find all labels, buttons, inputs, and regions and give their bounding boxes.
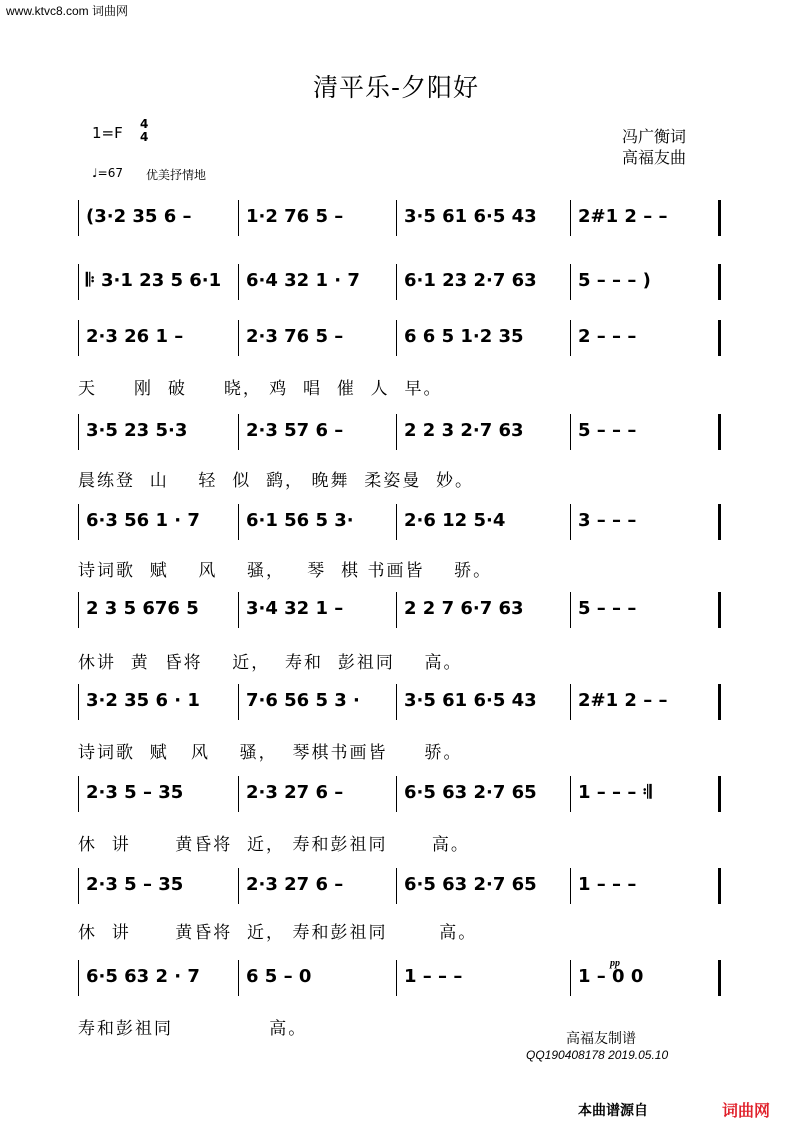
source-label: 本曲谱源自 <box>578 1103 648 1119</box>
measure: 1 – – – 𝄇 <box>578 782 652 803</box>
bar-line <box>570 868 571 904</box>
bar-line <box>78 320 79 356</box>
bar-line <box>78 868 79 904</box>
bar-line <box>570 684 571 720</box>
bar-line <box>570 504 571 540</box>
bar-line <box>78 776 79 812</box>
measure: 2·3 27 6 – <box>246 782 344 803</box>
measure: 3·4 32 1 – <box>246 598 344 619</box>
measure: 5 – – – ) <box>578 270 651 291</box>
measure: 7·6 56 5 3 · <box>246 690 360 711</box>
bar-line <box>238 592 239 628</box>
measure: 1·2 76 5 – <box>246 206 344 227</box>
transcriber: 高福友制谱 <box>566 1031 636 1047</box>
bar-line <box>718 504 721 540</box>
bar-line <box>570 776 571 812</box>
score-system <box>78 502 730 542</box>
bar-line <box>238 776 239 812</box>
bar-line <box>78 960 79 996</box>
measure: 1 – – – <box>404 966 463 987</box>
measure: 2·3 5 – 35 <box>86 874 184 895</box>
measure-group <box>78 318 730 358</box>
measure: (3·2 35 6 – <box>86 206 192 227</box>
key-signature: 1=F <box>92 124 123 142</box>
bar-line <box>396 200 397 236</box>
site-logo: 词曲网 <box>722 1101 771 1120</box>
bar-line <box>570 960 571 996</box>
measure: 3·5 61 6·5 43 <box>404 690 537 711</box>
bar-line <box>238 684 239 720</box>
bar-line <box>396 264 397 300</box>
measure: 2 2 7 6·7 63 <box>404 598 524 619</box>
lyric-line: 寿和彭祖同 高。 <box>78 1019 308 1039</box>
time-signature <box>140 118 148 144</box>
measure: 5 – – – <box>578 420 637 441</box>
composer: 高福友曲 <box>622 148 687 167</box>
measure: 2 – – – <box>578 326 637 347</box>
measure-group <box>78 866 730 906</box>
bar-line <box>718 414 721 450</box>
measure-group <box>78 412 730 452</box>
measure: 3·5 23 5·3 <box>86 420 188 441</box>
time-signature-bottom: 4 <box>140 130 149 144</box>
score-system <box>78 866 730 906</box>
bar-line <box>718 684 721 720</box>
measure: 2·3 57 6 – <box>246 420 344 441</box>
bar-line <box>78 504 79 540</box>
lyric-line: 休 讲 黄昏将 近， 寿和彭祖同 高。 <box>78 923 478 943</box>
measure: 6·1 23 2·7 63 <box>404 270 537 291</box>
bar-line <box>570 200 571 236</box>
score-system <box>78 774 730 814</box>
measure: 6 5 – 0 <box>246 966 312 987</box>
lyric-line: 休讲 黄 昏将 近， 寿和 彭祖同 高。 <box>78 653 463 673</box>
measure: 𝄆 3·1 23 5 6·1 <box>86 270 222 291</box>
lyricist: 冯广衡词 <box>622 127 687 146</box>
lyric-line: 诗词歌 赋 风 骚， 琴 棋 书画皆 骄。 <box>78 561 493 581</box>
bar-line <box>396 776 397 812</box>
bar-line <box>238 200 239 236</box>
score-system <box>78 958 730 998</box>
score-system <box>78 590 730 630</box>
measure-group <box>78 198 730 238</box>
measure: 6 6 5 1·2 35 <box>404 326 524 347</box>
measure-group <box>78 958 730 998</box>
site-watermark: www.ktvc8.com 词曲网 <box>6 4 129 18</box>
measure: 1 – – – <box>578 874 637 895</box>
bar-line <box>396 592 397 628</box>
score-system <box>78 262 730 302</box>
measure: 3·2 35 6 · 1 <box>86 690 200 711</box>
measure: 2 3 5 676 5 <box>86 598 199 619</box>
lyric-line: 休 讲 黄昏将 近， 寿和彭祖同 高。 <box>78 835 470 855</box>
measure-group <box>78 502 730 542</box>
score-system <box>78 682 730 722</box>
lyric-line: 天 刚 破 晓， 鸡 唱 催 人 早。 <box>78 379 443 399</box>
score-system <box>78 198 730 238</box>
bar-line <box>718 776 721 812</box>
date-stamp: QQ190408178 2019.05.10 <box>526 1048 669 1062</box>
measure: 2·3 26 1 – <box>86 326 184 347</box>
bar-line <box>718 868 721 904</box>
bar-line <box>238 960 239 996</box>
measure-group <box>78 590 730 630</box>
bar-line <box>396 504 397 540</box>
bar-line <box>78 684 79 720</box>
bar-line <box>718 592 721 628</box>
measure-group <box>78 774 730 814</box>
bar-line <box>396 960 397 996</box>
bar-line <box>570 320 571 356</box>
measure: 6·4 32 1 · 7 <box>246 270 360 291</box>
bar-line <box>570 592 571 628</box>
measure: 6·5 63 2·7 65 <box>404 874 537 895</box>
bar-line <box>570 264 571 300</box>
measure: 1 – 0 0 <box>578 966 644 987</box>
bar-line <box>78 592 79 628</box>
bar-line <box>570 414 571 450</box>
measure: 6·5 63 2 · 7 <box>86 966 200 987</box>
measure: 2·3 5 – 35 <box>86 782 184 803</box>
score-system <box>78 318 730 358</box>
measure: 3 – – – <box>578 510 637 531</box>
measure: 2#1 2 – – <box>578 206 668 227</box>
measure: 2·6 12 5·4 <box>404 510 506 531</box>
dynamic-marking: pp <box>610 958 620 969</box>
tempo-marking: ♩=67 <box>92 166 123 180</box>
bar-line <box>78 414 79 450</box>
bar-line <box>238 868 239 904</box>
time-signature-top: 4 <box>140 117 149 131</box>
bar-line <box>718 200 721 236</box>
bar-line <box>78 264 79 300</box>
bar-line <box>238 264 239 300</box>
measure-group <box>78 262 730 302</box>
measure: 5 – – – <box>578 598 637 619</box>
measure: 6·1 56 5 3· <box>246 510 354 531</box>
measure: 6·3 56 1 · 7 <box>86 510 200 531</box>
bar-line <box>238 320 239 356</box>
bar-line <box>396 684 397 720</box>
bar-line <box>396 414 397 450</box>
bar-line <box>718 320 721 356</box>
measure: 2#1 2 – – <box>578 690 668 711</box>
measure: 3·5 61 6·5 43 <box>404 206 537 227</box>
measure: 2·3 76 5 – <box>246 326 344 347</box>
measure: 2·3 27 6 – <box>246 874 344 895</box>
score-system <box>78 412 730 452</box>
bar-line <box>238 504 239 540</box>
bar-line <box>396 868 397 904</box>
bar-line <box>718 960 721 996</box>
song-title: 清平乐-夕阳好 <box>312 73 480 102</box>
bar-line <box>238 414 239 450</box>
bar-line <box>78 200 79 236</box>
lyric-line: 诗词歌 赋 风 骚， 琴棋书画皆 骄。 <box>78 743 463 763</box>
bar-line <box>396 320 397 356</box>
lyric-line: 晨练登 山 轻 似 鹞， 晚舞 柔姿曼 妙。 <box>78 471 475 491</box>
measure-group <box>78 682 730 722</box>
expression-marking: 优美抒情地 <box>146 168 207 182</box>
measure: 2 2 3 2·7 63 <box>404 420 524 441</box>
measure: 6·5 63 2·7 65 <box>404 782 537 803</box>
credits <box>622 126 686 168</box>
bar-line <box>718 264 721 300</box>
